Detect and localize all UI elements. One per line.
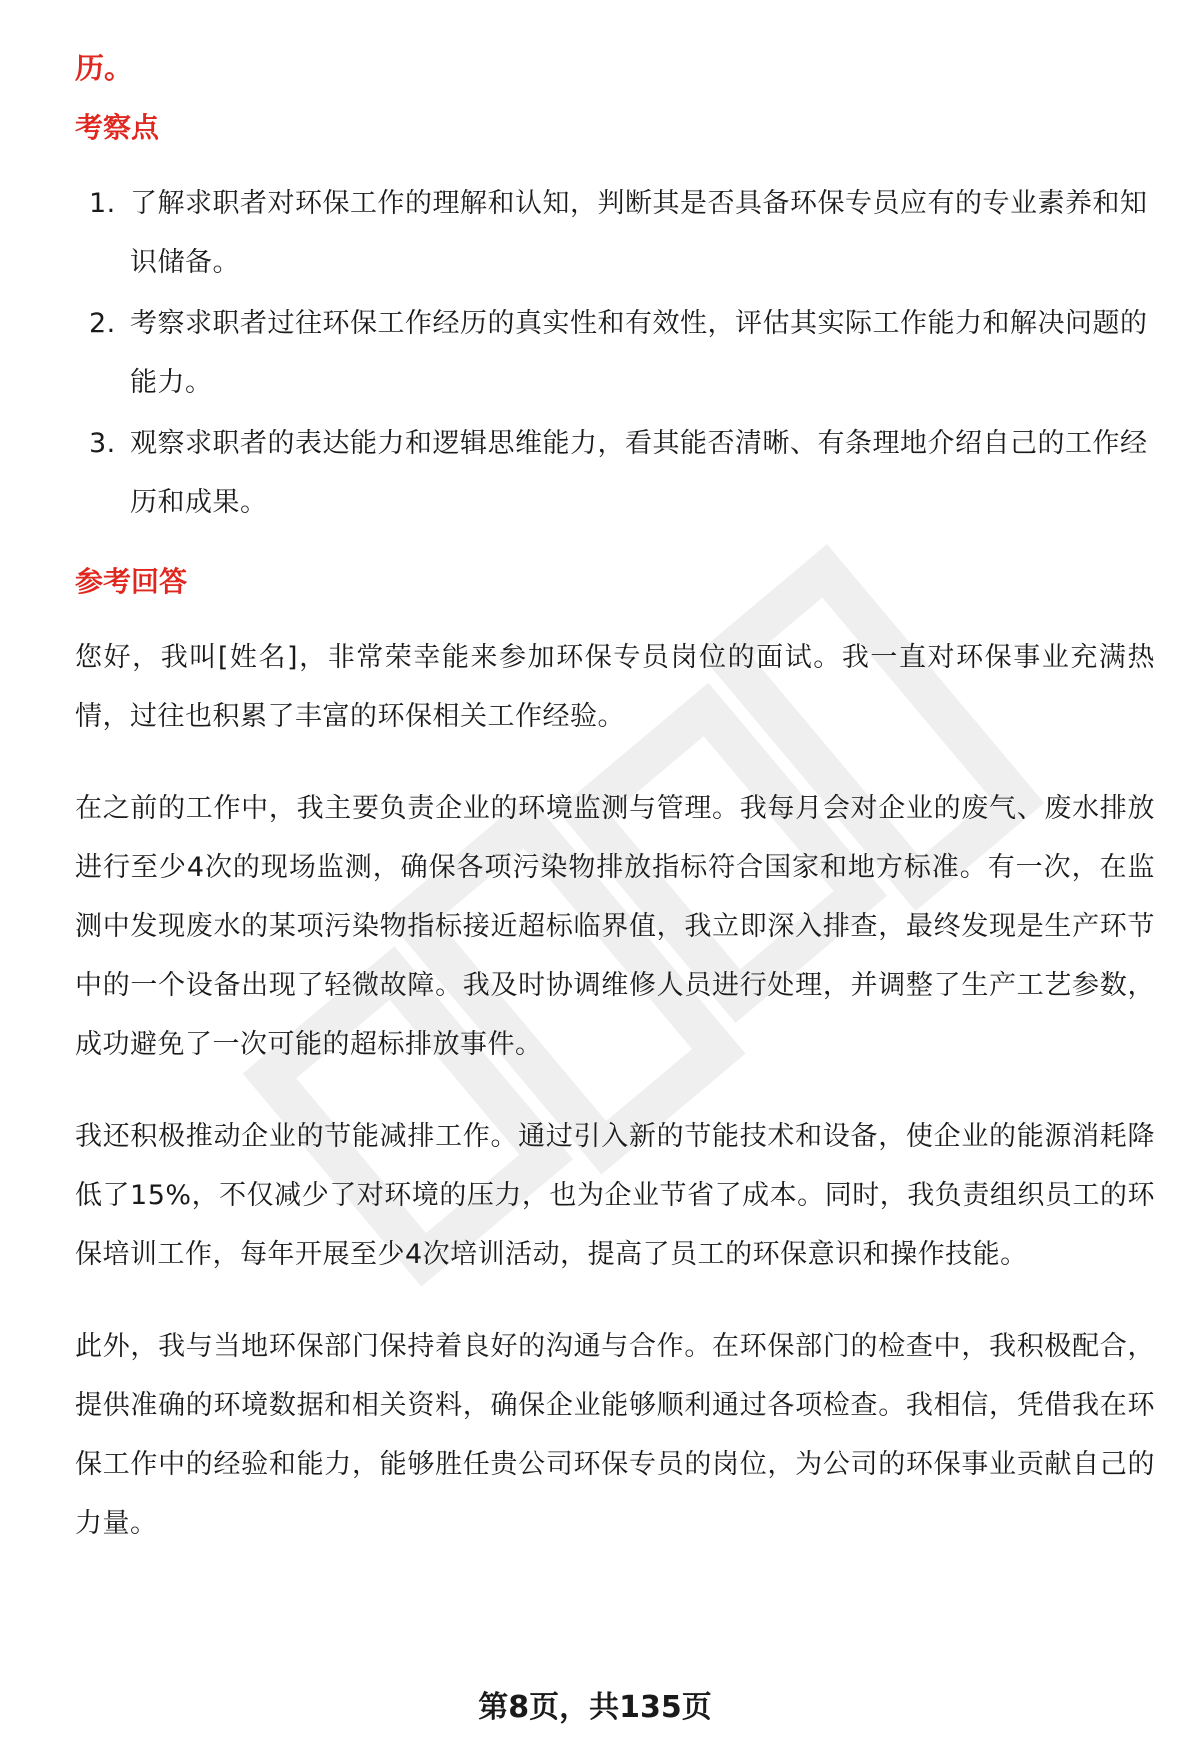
list-item-text: 了解求职者对环保工作的理解和认知，判断其是否具备环保专员应有的专业素养和知识储备。 [130, 188, 1148, 278]
list-item-number: 1. [89, 188, 116, 219]
points-heading: 考察点 [75, 111, 160, 144]
answer-paragraph: 在之前的工作中，我主要负责企业的环境监测与管理。我每月会对企业的废气、废水排放进行至少4次的现场监测，确保各项污染物排放指标符合国家和地方标准。有一次，在监测中发现废水的某项污染物指标接近超标临界值，我立即深入排查，最终发现是生产环节中的一个设备出现了轻微故障。我及时协调维修人员进行处理，并调整了生产工艺参数，成功避免了一次可能的超标排放事件。 [75, 793, 1155, 1060]
list-item [75, 174, 1155, 292]
page-number: 第8页，共135页 [478, 1690, 712, 1725]
answer-paragraph: 您好，我叫[姓名]，非常荣幸能来参加环保专员岗位的面试。我一直对环保事业充满热情，过往也积累了丰富的环保相关工作经验。 [75, 642, 1155, 732]
list-item-text: 考察求职者过往环保工作经历的真实性和有效性，评估其实际工作能力和解决问题的能力。 [130, 308, 1148, 398]
list-item-text: 观察求职者的表达能力和逻辑思维能力，看其能否清晰、有条理地介绍自己的工作经历和成果。 [130, 428, 1148, 518]
answer-paragraph: 此外，我与当地环保部门保持着良好的沟通与合作。在环保部门的检查中，我积极配合，提供准确的环境数据和相关资料，确保企业能够顺利通过各项检查。我相信，凭借我在环保工作中的经验和能力，能够胜任贵公司环保专员的岗位，为公司的环保事业贡献自己的力量。 [75, 1331, 1155, 1539]
answer-paragraph: 我还积极推动企业的节能减排工作。通过引入新的节能技术和设备，使企业的能源消耗降低了15%，不仅减少了对环境的压力，也为企业节省了成本。同时，我负责组织员工的环保培训工作，每年开展至少4次培训活动，提高了员工的环保意识和操作技能。 [75, 1121, 1155, 1270]
page-content [75, 48, 1155, 1586]
list-item [75, 414, 1155, 532]
list-item [75, 294, 1155, 412]
continuation-text: 历。 [75, 51, 134, 85]
list-item-number: 3. [89, 428, 116, 459]
list-item-number: 2. [89, 308, 116, 339]
answer-heading: 参考回答 [75, 565, 188, 598]
assessment-points-list [75, 174, 1155, 532]
